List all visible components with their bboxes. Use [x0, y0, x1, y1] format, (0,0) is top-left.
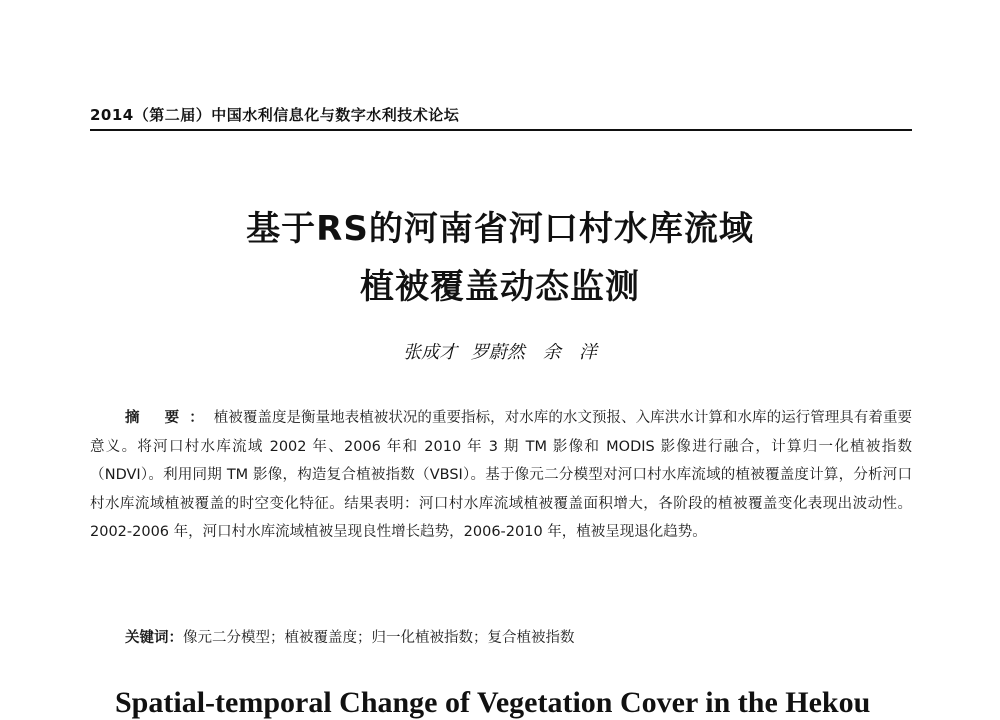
- abstract: [90, 404, 912, 547]
- title-line-1: 基于RS的河南省河口村水库流域: [246, 209, 754, 249]
- title-line-2: 植被覆盖动态监测: [360, 267, 640, 307]
- english-title: Spatial-temporal Change of Vegetation Cover in the Hekou: [115, 686, 871, 719]
- abstract-label: 摘 要：: [125, 410, 214, 426]
- header-rule: [90, 129, 912, 131]
- keywords-label: 关键词：: [125, 630, 183, 646]
- keywords-text: 像元二分模型；植被覆盖度；归一化植被指数；复合植被指数: [183, 630, 575, 646]
- authors: 张成才 罗蔚然 余 洋: [403, 342, 597, 363]
- keywords: [125, 626, 575, 647]
- abstract-text: 植被覆盖度是衡量地表植被状况的重要指标，对水库的水文预报、入库洪水计算和水库的运行管理具有着重要意义。将河口村水库流域 2002 年、2006 年和 2010 年 3 期 TM 影像和 MODIS 影像进行融合，计算归一化植被指数（NDVI）。利用同期 TM 影像，构造复合植被指数（VBSI）。基于像元二分模型对河口村水库流域的植被覆盖度计算，分析河口村水库流域植被覆盖的时空变化特征。结果表明：河口村水库流域植被覆盖面积增大，各阶段的植被覆盖变化表现出波动性。2002-2006 年，河口村水库流域植被呈现良性增长趋势，2006-2010 年，植被呈现退化趋势。: [90, 410, 912, 540]
- running-header: 2014（第二届）中国水利信息化与数字水利技术论坛: [90, 106, 460, 124]
